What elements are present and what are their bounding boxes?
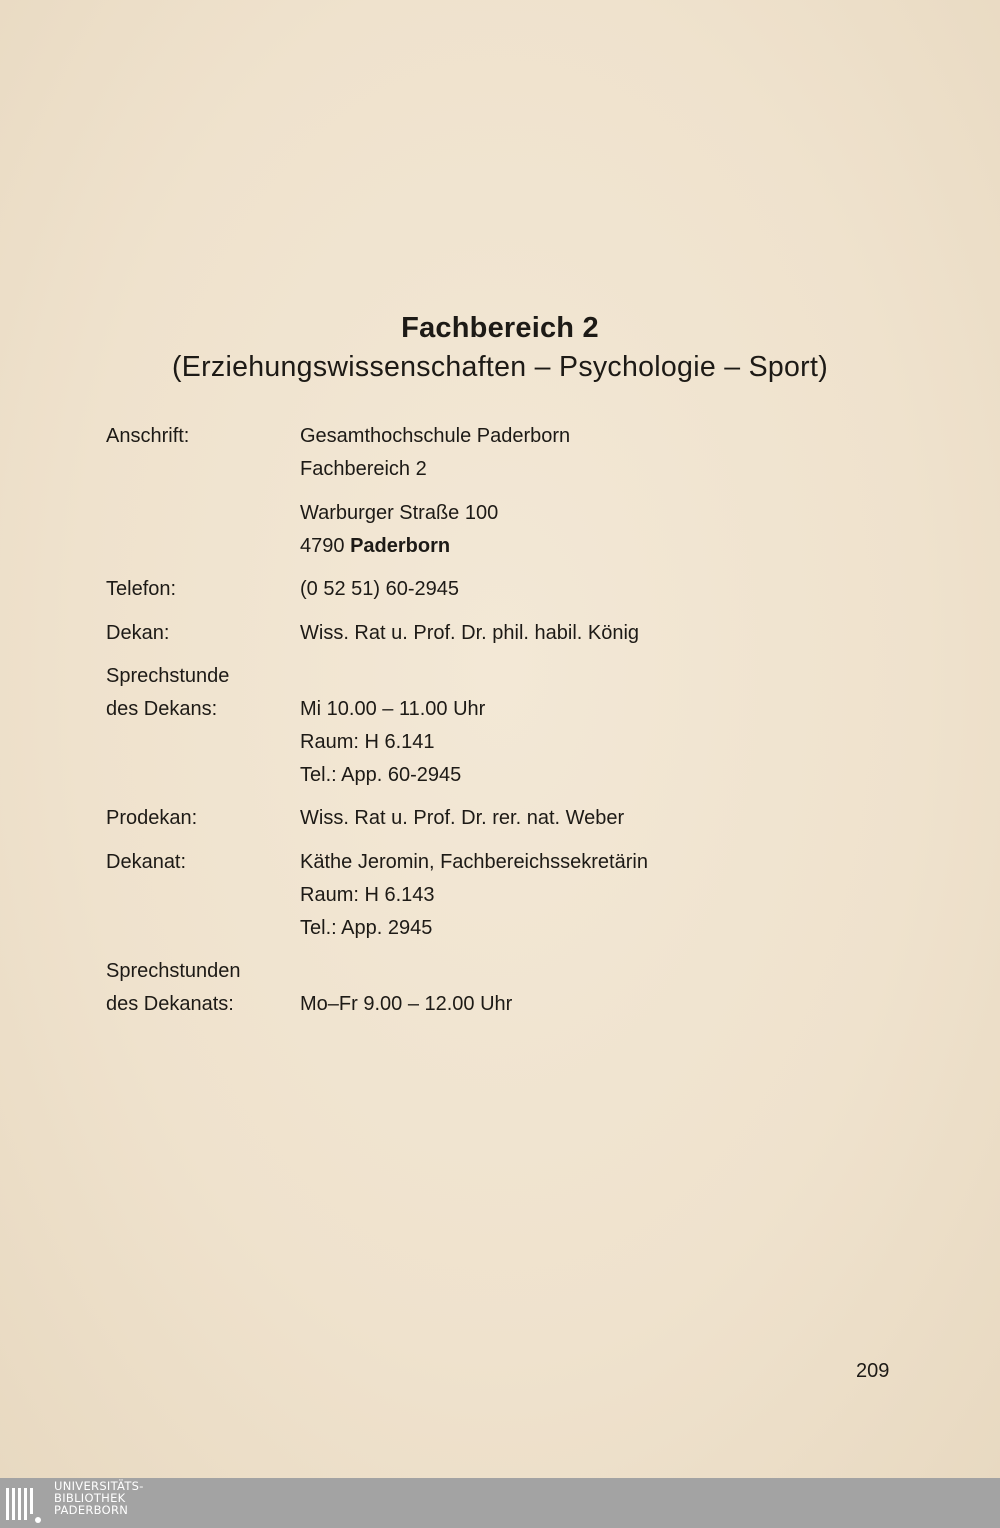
dean-label: Dekan: — [106, 622, 170, 644]
phone-value: (0 52 51) 60-2945 — [300, 578, 460, 600]
library-footer-bar — [0, 1478, 1000, 1528]
address-zip: 4790 — [300, 535, 345, 557]
address-line-1: Gesamthochschule Paderborn — [300, 425, 571, 447]
vice-dean-value: Wiss. Rat u. Prof. Dr. rer. nat. Weber — [300, 807, 625, 829]
dean-value: Wiss. Rat u. Prof. Dr. phil. habil. König — [300, 622, 640, 644]
address-label: Anschrift: — [106, 425, 190, 447]
deanery-hours-label-1: Sprechstunden — [106, 960, 241, 982]
library-barcode-logo-icon — [4, 1484, 44, 1524]
page-number: 209 — [856, 1360, 890, 1382]
page-title: Fachbereich 2 — [401, 312, 599, 344]
deanery-phone: Tel.: App. 2945 — [300, 917, 433, 939]
page-subtitle: (Erziehungswissenschaften – Psychologie – Sport) — [172, 351, 828, 383]
dean-office-hours-time: Mi 10.00 – 11.00 Uhr — [300, 698, 486, 720]
dean-office-hours-label-2: des Dekans: — [106, 698, 218, 720]
address-city: Paderborn — [350, 535, 451, 557]
library-name-line-1: UNIVERSITÄTS- — [54, 1479, 144, 1493]
deanery-hours-time: Mo–Fr 9.00 – 12.00 Uhr — [300, 993, 513, 1015]
deanery-room: Raum: H 6.143 — [300, 884, 435, 906]
dean-office-hours-label-1: Sprechstunde — [106, 665, 230, 687]
library-name-line-3: PADERBORN — [54, 1503, 129, 1517]
dean-office-room: Raum: H 6.141 — [300, 731, 435, 753]
phone-label: Telefon: — [106, 578, 177, 600]
library-name — [54, 1480, 144, 1516]
deanery-label: Dekanat: — [106, 851, 187, 873]
address-line-4 — [300, 534, 450, 558]
dean-office-phone: Tel.: App. 60-2945 — [300, 764, 462, 786]
address-line-2: Fachbereich 2 — [300, 458, 427, 480]
deanery-hours-label-2: des Dekanats: — [106, 993, 234, 1015]
address-line-3: Warburger Straße 100 — [300, 502, 499, 524]
vice-dean-label: Prodekan: — [106, 807, 198, 829]
library-name-line-2: BIBLIOTHEK — [54, 1491, 126, 1505]
deanery-secretary: Käthe Jeromin, Fachbereichssekretärin — [300, 851, 648, 873]
